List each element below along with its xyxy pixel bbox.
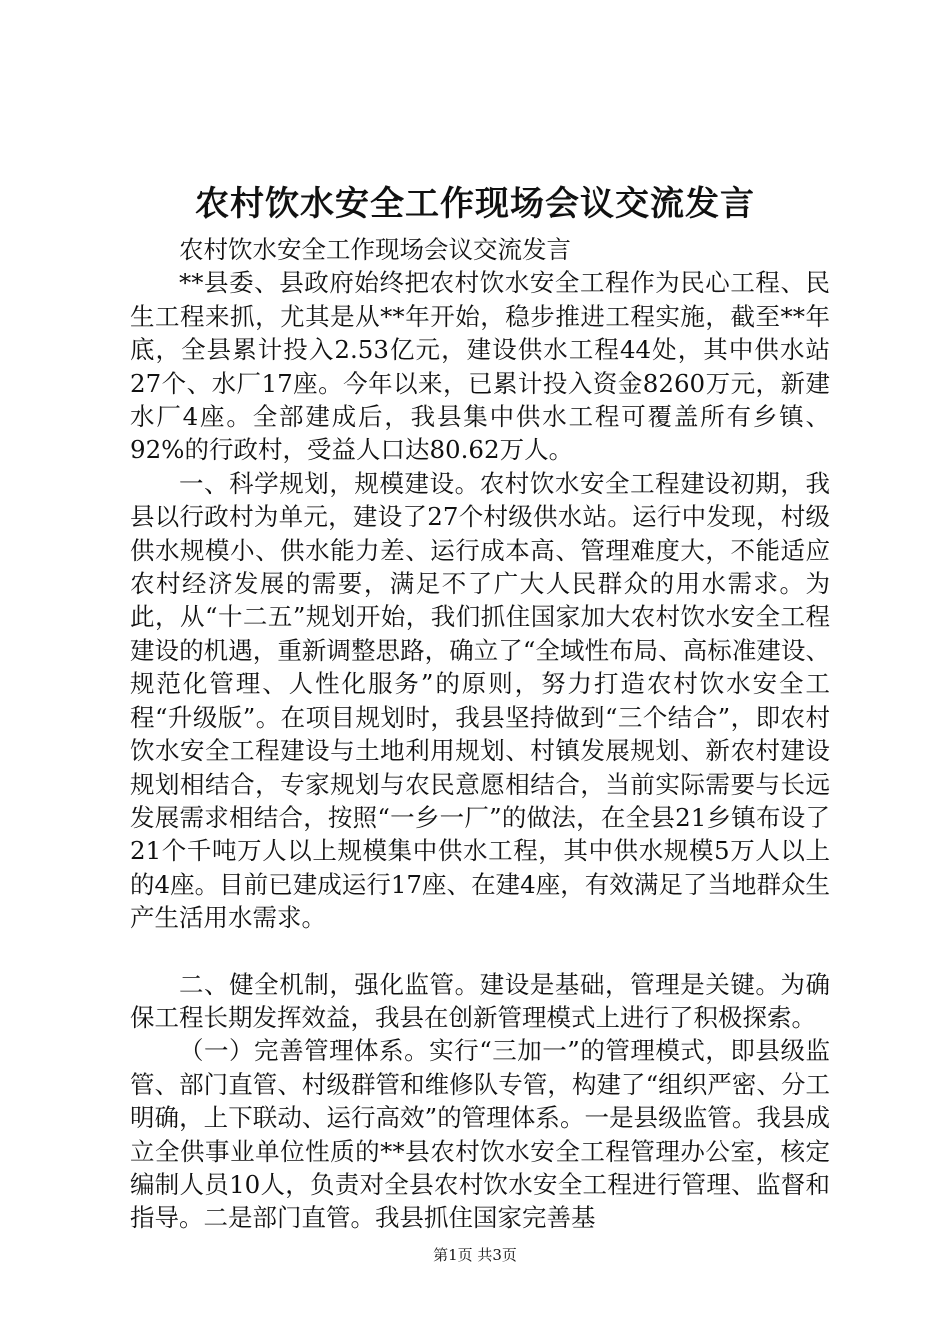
paragraph-subtitle: 农村饮水安全工作现场会议交流发言: [179, 235, 571, 264]
page-number: 第1页 共3页: [433, 1246, 517, 1264]
paragraph-subsection-1: （一）完善管理体系。实行“三加一”的管理模式，即县级监管、部门直管、村级群管和维修队专管，构建了“组织严密、分工明确，上下联动、运行高效”的管理体系。一是县级监管。我县成立全供事业单位性质的**县农村饮水安全工程管理办公室，核定编制人员10人，负责对全县农村饮水安全工程进行管理、监督和指导。二是部门直管。我县抓住国家完善基: [130, 1036, 830, 1233]
paragraph-section-1: 一、科学规划，规模建设。农村饮水安全工程建设初期，我县以行政村为单元，建设了27个村级供水站。运行中发现，村级供水规模小、供水能力差、运行成本高、管理难度大，不能适应农村经济发展的需要，满足不了广大人民群众的用水需求。为此，从“十二五”规划开始，我们抓住国家加大农村饮水安全工程建设的机遇，重新调整思路，确立了“全域性布局、高标准建设、规范化管理、人性化服务”的原则，努力打造农村饮水安全工程“升级版”。在项目规划时，我县坚持做到“三个结合”，即农村饮水安全工程建设与土地利用规划、村镇发展规划、新农村建设规划相结合，专家规划与农民意愿相结合，当前实际需要与长远发展需求相结合，按照“一乡一厂”的做法，在全县21乡镇布设了21个千吨万人以上规模集中供水工程，其中供水规模5万人以上的4座。目前已建成运行17座、在建4座，有效满足了当地群众生产生活用水需求。: [130, 468, 830, 933]
document-title: 农村饮水安全工作现场会议交流发言: [195, 184, 755, 224]
paragraph-intro: **县委、县政府始终把农村饮水安全工程作为民心工程、民生工程来抓，尤其是从**年开始，稳步推进工程实施，截至**年底，全县累计投入2.53亿元，建设供水工程44处，其中供水站27个、水厂17座。今年以来，已累计投入资金8260万元，新建水厂4座。全部建成后，我县集中供水工程可覆盖所有乡镇、92%的行政村，受益人口达80.62万人。: [130, 268, 830, 465]
paragraph-section-2: 二、健全机制，强化监管。建设是基础，管理是关键。为确保工程长期发挥效益，我县在创新管理模式上进行了积极探索。: [130, 969, 830, 1032]
document-body: [130, 233, 830, 1235]
